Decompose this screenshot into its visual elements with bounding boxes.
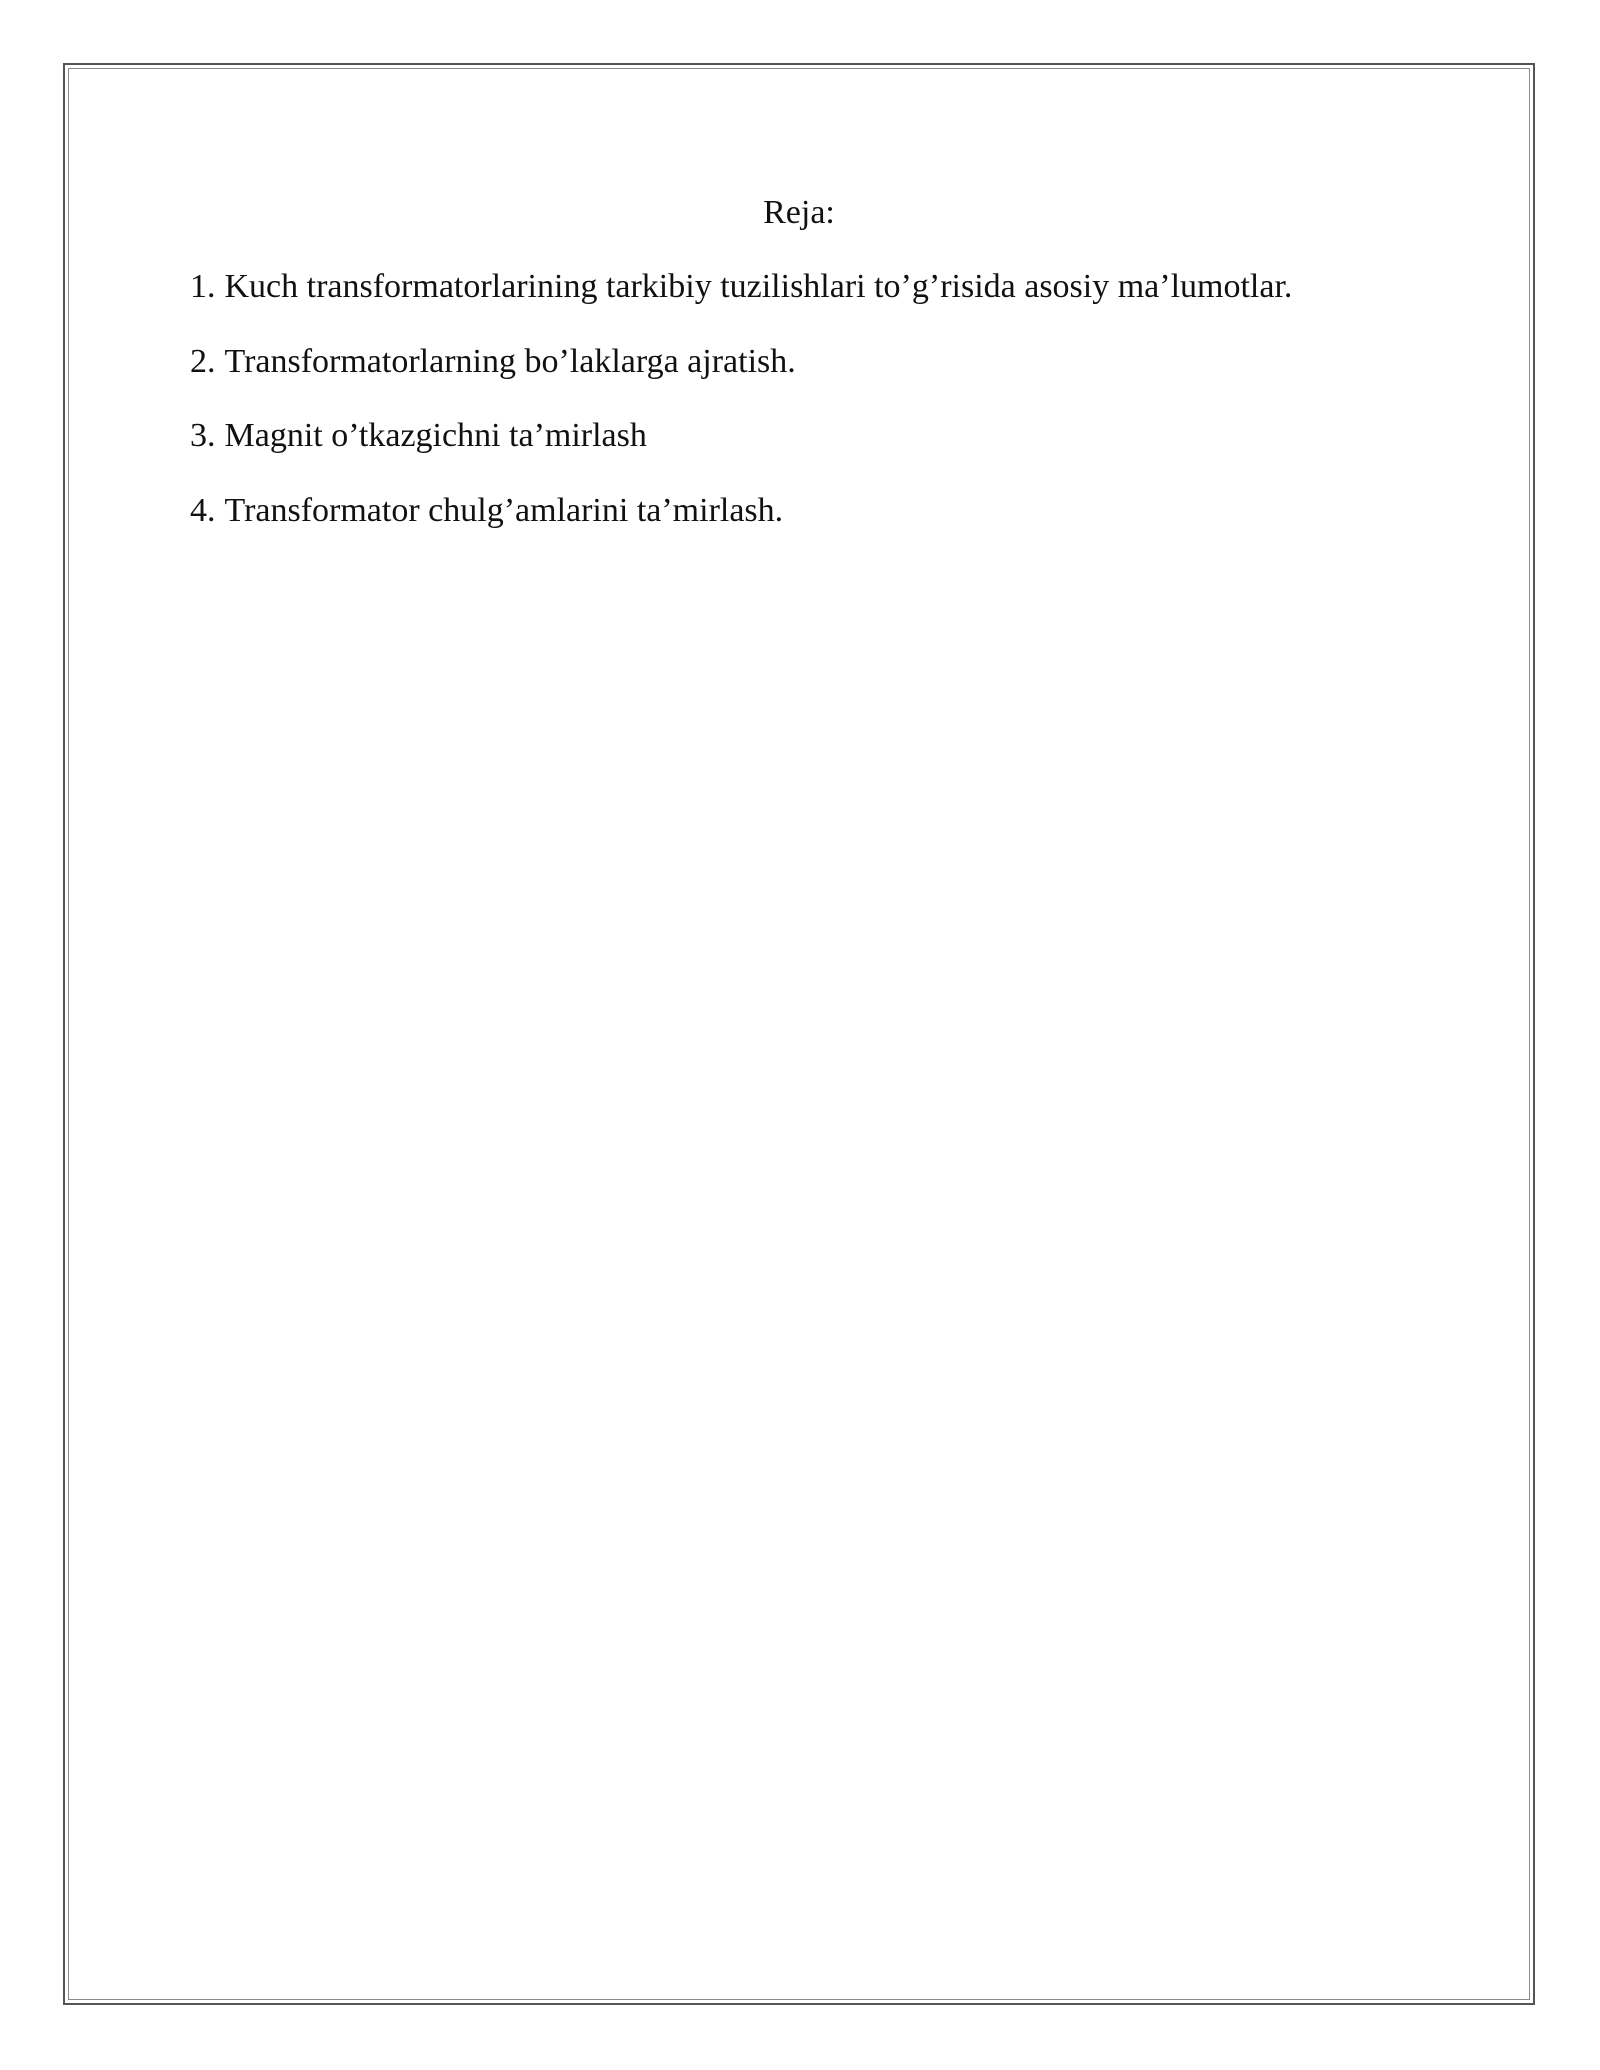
plan-item-text: Transformator chulg’amlarini ta’mirlash. [224,491,784,529]
page-frame [63,63,1535,2005]
plan-item-2 [190,342,1450,382]
plan-item-text: Magnit o’tkazgichni ta’mirlash [224,417,647,454]
plan-item-text: Transformatorlarning bo’laklarga ajratish. [224,342,796,380]
plan-item-number: 2. [190,342,216,380]
plan-item-number: 3. [190,417,216,454]
plan-item-1 [190,267,1450,307]
plan-title: Reja: [763,194,835,231]
plan-item-3 [190,416,1450,456]
plan-item-number: 1. [190,268,216,305]
plan-item-number: 4. [190,491,216,529]
plan-item-4 [190,491,1450,531]
plan-list [190,267,1450,565]
plan-item-text: Kuch transformatorlarining tarkibiy tuzilishlari to’g’risida asosiy ma’lumotlar. [224,268,1293,305]
